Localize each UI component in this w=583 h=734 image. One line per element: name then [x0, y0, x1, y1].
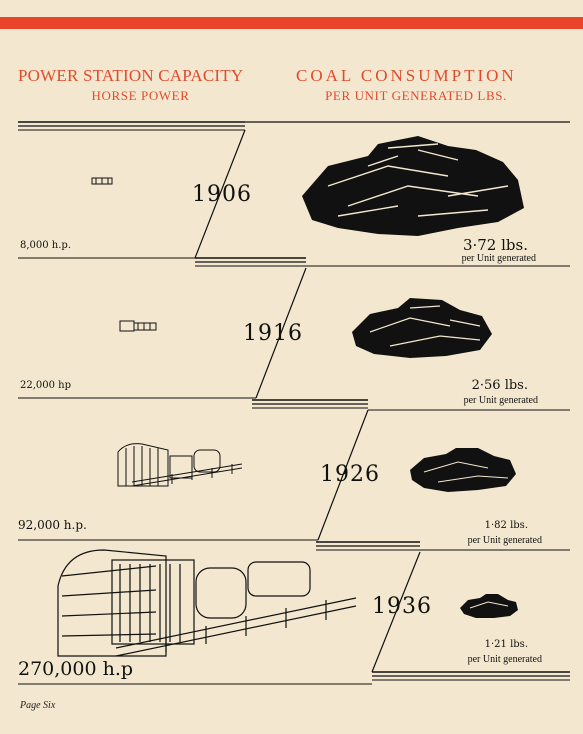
- coal-value: 2·56 lbs.: [471, 378, 528, 393]
- year-label: 1916: [243, 321, 303, 346]
- capacity-value: 8,000 h.p.: [20, 240, 72, 251]
- capacity-value: 270,000 h.p: [18, 658, 134, 680]
- coal-header-subtitle: PER UNIT GENERATED LBS.: [325, 88, 507, 103]
- coal-lump-illustration: [408, 446, 518, 494]
- coal-value: 1·21 lbs.: [484, 639, 528, 650]
- year-label: 1906: [192, 182, 252, 207]
- coal-value: 3·72 lbs.: [462, 236, 528, 254]
- generator-illustration: [56, 546, 358, 660]
- generator-illustration: [118, 318, 160, 334]
- coal-note: per Unit generated: [461, 253, 536, 264]
- capacity-header-subtitle: HORSE POWER: [91, 88, 190, 103]
- coal-lump-illustration: [458, 594, 520, 620]
- coal-note: per Unit generated: [467, 654, 542, 665]
- capacity-value: 22,000 hp: [20, 380, 72, 391]
- coal-lump-illustration: [298, 136, 528, 238]
- coal-value: 1·82 lbs.: [484, 520, 528, 531]
- generator-illustration: [112, 438, 244, 490]
- generator-illustration: [90, 176, 116, 186]
- coal-header-title: COAL CONSUMPTION: [296, 66, 517, 85]
- coal-note: per Unit generated: [463, 395, 538, 406]
- capacity-value: 92,000 h.p.: [18, 518, 87, 532]
- year-label: 1936: [372, 594, 432, 619]
- year-label: 1926: [320, 462, 380, 487]
- coal-note: per Unit generated: [467, 535, 542, 546]
- coal-lump-illustration: [350, 296, 495, 360]
- page-number: Page Six: [20, 700, 56, 711]
- capacity-header-title: POWER STATION CAPACITY: [18, 66, 244, 85]
